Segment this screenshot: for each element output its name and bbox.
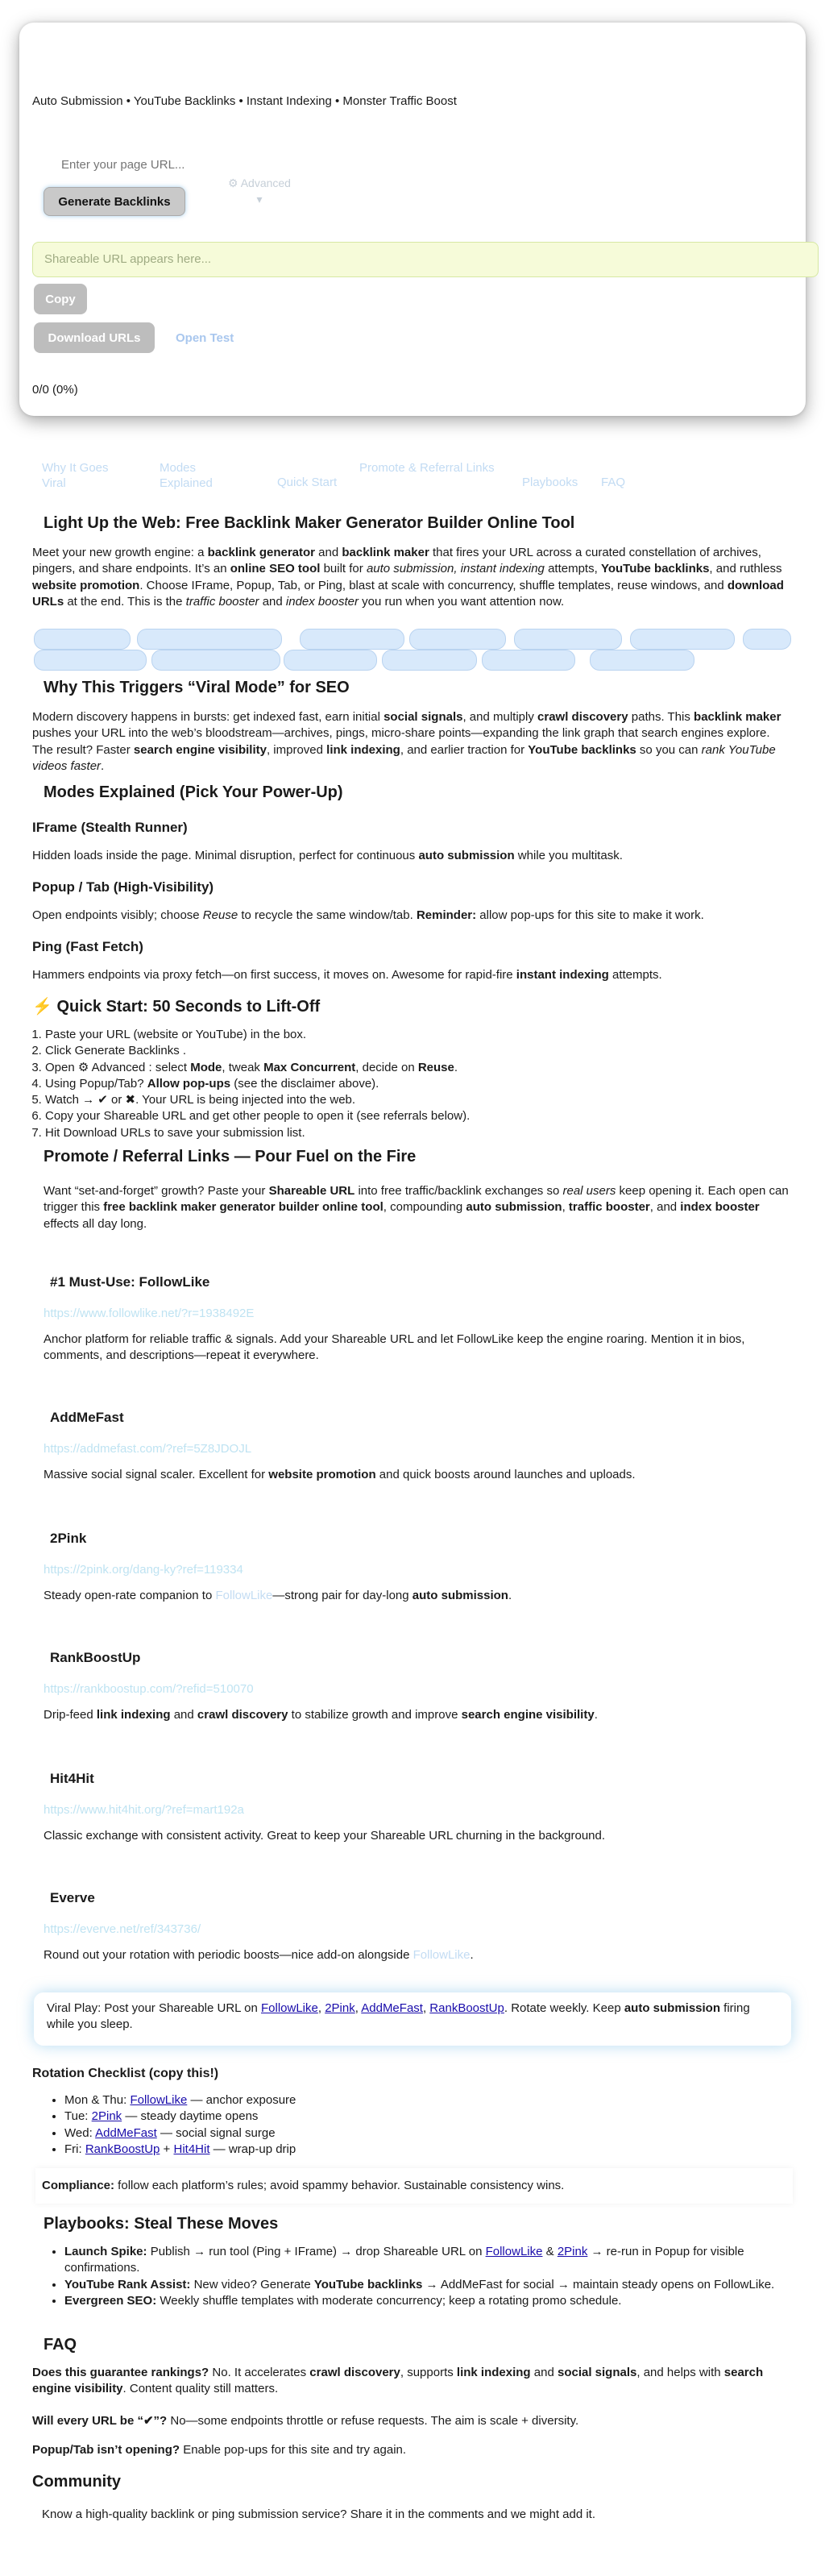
ping-mode-title: Ping (Fast Fetch) [32, 939, 143, 954]
list-item: 6. Copy your Shareable URL and get other people to open it (see referrals below). [45, 1108, 819, 1124]
followlike-link[interactable]: FollowLike [260, 2001, 318, 2015]
nav-modes[interactable]: Modes Explained [160, 461, 213, 490]
nav-promote[interactable]: Promote & Referral Links [359, 461, 495, 475]
list-item: • YouTube Rank Assist: New video? Generate YouTube backlinks → AddMeFast for social → maintain steady opens on FollowLike. [64, 2277, 822, 2293]
rankboostup-link[interactable]: RankBoostUp [429, 2001, 504, 2015]
iframe-mode-title: IFrame (Stealth Runner) [32, 820, 188, 835]
section-nav [0, 461, 825, 493]
partner-link-everve[interactable]: https://everve.net/ref/343736/ [44, 1922, 201, 1936]
followlike-inline-link[interactable]: FollowLike [215, 1589, 273, 1602]
partner-link-addmefast[interactable]: https://addmefast.com/?ref=5Z8JDOJL [44, 1442, 252, 1456]
partner-link-hit4hit[interactable]: https://www.hit4hit.org/?ref=mart192a [44, 1803, 244, 1817]
community-title: Community [32, 2473, 121, 2491]
list-item: • Launch Spike: Publish → run tool (Ping + IFrame) → drop Shareable URL on FollowLike & 2Pink → re-run in Popup for visible confirmations. [64, 2244, 822, 2277]
list-item: 3. Open ⚙ Advanced : select Mode, tweak Max Concurrent, decide on Reuse. [45, 1060, 819, 1076]
list-item: • Evergreen SEO: Weekly shuffle templates with moderate concurrency; keep a rotating promo schedule. [64, 2293, 822, 2309]
promote-title: Promote / Referral Links — Pour Fuel on the Fire [44, 1148, 417, 1165]
list-item: 1. Paste your URL (website or YouTube) in the box. [45, 1027, 819, 1043]
addmefast-link[interactable]: AddMeFast [361, 2001, 423, 2015]
partner-desc-rankboostup: Drip-feed link indexing and crawl discovery to stabilize growth and improve search engine visibility. [44, 1708, 598, 1722]
partner-link-followlike[interactable]: https://www.followlike.net/?r=1938492E [44, 1307, 255, 1320]
partner-desc-addmefast: Massive social signal scaler. Excellent for website promotion and quick boosts around launches and uploads. [44, 1468, 636, 1481]
followlike-link[interactable]: FollowLike [485, 2245, 543, 2258]
shareable-url-output[interactable]: Shareable URL appears here... [32, 242, 819, 277]
rotation-title: Rotation Checklist (copy this!) [32, 2067, 219, 2080]
followlike-link[interactable]: FollowLike [130, 2093, 188, 2107]
rotation-list [32, 2092, 790, 2158]
partner-desc-followlike: Anchor platform for reliable traffic & signals. Add your Shareable URL and let FollowLike keep the engine roaring. Mention it in bios, comments, and descriptions—repeat it everywhere. [44, 1332, 745, 1363]
generate-backlinks-button[interactable]: Generate Backlinks [44, 187, 185, 216]
popup-mode-title: Popup / Tab (High-Visibility) [32, 879, 214, 895]
advanced-label: ⚙ Advanced [228, 177, 291, 189]
list-item: 5. Watch → ✔ or ✖. Your URL is being injected into the web. [45, 1092, 819, 1108]
page-url-input[interactable] [52, 150, 490, 179]
partner-desc-hit4hit: Classic exchange with consistent activity. Great to keep your Shareable URL churning in the background. [44, 1829, 606, 1843]
faq-title: FAQ [44, 2336, 77, 2354]
partner-link-2pink[interactable]: https://2pink.org/dang-ky?ref=119334 [44, 1563, 243, 1577]
faq-item-popup: Popup/Tab isn’t opening? Enable pop-ups for this site and try again. [32, 2443, 407, 2457]
viral-play-callout: Viral Play: Post your Shareable URL on FollowLike, 2Pink, AddMeFast, RankBoostUp. Rotate weekly. Keep auto submission firing while you sleep. [34, 1992, 791, 2046]
ping-mode-desc: Hammers endpoints via proxy fetch—on first success, it moves on. Awesome for rapid-fire instant indexing attempts. [32, 968, 662, 982]
2pink-link[interactable]: 2Pink [325, 2001, 355, 2015]
partner-title-followlike: #1 Must-Use: FollowLike [50, 1274, 210, 1290]
hero-paragraph: Meet your new growth engine: a backlink generator and backlink maker that fires your URL across a curated constellation of archives, pingers, and share endpoints. It’s an online SEO tool built for auto submission, instant indexing attempts, YouTube backlinks, and ruthless website promotion. Choose IFrame, Popup, Tab, or Ping, blast at scale with concurrency, shuffle templates, reuse windows, and download URLs at the end. This is the traffic booster and index booster you run when you want attention now. [32, 546, 784, 609]
followlike-inline-link[interactable]: FollowLike [412, 1948, 471, 1962]
addmefast-link[interactable]: AddMeFast [95, 2125, 157, 2140]
progress-counter: 0/0 (0%) [32, 383, 78, 397]
partner-title-2pink: 2Pink [50, 1531, 87, 1546]
nav-why-viral[interactable]: Why It Goes Viral [42, 461, 109, 490]
playbooks-title: Playbooks: Steal These Moves [44, 2215, 279, 2233]
partner-link-rankboostup[interactable]: https://rankboostup.com/?refid=510070 [44, 1682, 254, 1696]
compliance-note: Compliance: follow each platform’s rules; avoid spammy behavior. Sustainable consistency wins. [35, 2168, 793, 2204]
list-item: • Fri: RankBoostUp + Hit4Hit — wrap-up drip [64, 2142, 790, 2158]
partner-desc-2pink: Steady open-rate companion to FollowLike—strong pair for day-long auto submission. [44, 1589, 512, 1602]
viral-mode-paragraph: Modern discovery happens in bursts: get indexed fast, earn initial social signals, and multiply crawl discovery paths. This backlink maker pushes your URL into the web’s bloodstream—archives, pings, micro-share points—expanding the link graph that search engines explore. The result? Faster search engine visibility, improved link indexing, and earlier traction for YouTube backlinks so you can rank YouTube videos faster. [32, 710, 781, 773]
list-item: 7. Hit Download URLs to save your submission list. [45, 1125, 819, 1141]
template-chip-strip [34, 629, 791, 675]
advanced-toggle[interactable] [211, 176, 308, 207]
partner-desc-everve: Round out your rotation with periodic boosts—nice add-on alongside FollowLike. [44, 1948, 474, 1962]
list-item: • Mon & Thu: FollowLike — anchor exposure [64, 2092, 790, 2109]
copy-button[interactable]: Copy [34, 284, 87, 314]
open-test-link[interactable]: Open Test [176, 331, 234, 345]
list-item: 2. Click Generate Backlinks . [45, 1043, 819, 1059]
tool-tagline: Auto Submission • YouTube Backlinks • Instant Indexing • Monster Traffic Boost [32, 94, 457, 108]
iframe-mode-desc: Hidden loads inside the page. Minimal disruption, perfect for continuous auto submission while you multitask. [32, 849, 623, 862]
2pink-link[interactable]: 2Pink [557, 2245, 588, 2258]
community-text: Know a high-quality backlink or ping submission service? Share it in the comments and we might add it. [42, 2507, 596, 2521]
2pink-link[interactable]: 2Pink [91, 2109, 122, 2124]
faq-item-rankings: Does this guarantee rankings? No. It accelerates crawl discovery, supports link indexing and social signals, and helps with search engine visibility. Content quality still matters. [32, 2366, 764, 2396]
hero-title: Light Up the Web: Free Backlink Maker Generator Builder Online Tool [44, 514, 575, 532]
download-urls-button[interactable]: Download URLs [34, 322, 155, 353]
partner-title-hit4hit: Hit4Hit [50, 1771, 94, 1786]
partner-title-everve: Everve [50, 1890, 95, 1905]
list-item: 4. Using Popup/Tab? Allow pop-ups (see the disclaimer above). [45, 1076, 819, 1092]
partner-title-addmefast: AddMeFast [50, 1410, 124, 1425]
chevron-down-icon: ▾ [256, 192, 263, 206]
rankboostup-link[interactable]: RankBoostUp [85, 2142, 160, 2156]
nav-playbooks[interactable]: Playbooks [522, 476, 578, 489]
list-item: • Tue: 2Pink — steady daytime opens [64, 2109, 790, 2125]
faq-item-every-url: Will every URL be “✔”? No—some endpoints throttle or refuse requests. The aim is scale + diversity. [32, 2414, 579, 2428]
promote-paragraph: Want “set-and-forget” growth? Paste your Shareable URL into free traffic/backlink exchanges so real users keep opening it. Each open can trigger this free backlink maker generator builder online tool, compounding auto submission, traffic booster, and index booster effects all day long. [44, 1184, 789, 1231]
list-item: • Wed: AddMeFast — social signal surge [64, 2125, 790, 2142]
quick-start-steps [13, 1027, 819, 1141]
nav-faq[interactable]: FAQ [601, 476, 626, 489]
partner-title-rankboostup: RankBoostUp [50, 1650, 141, 1665]
modes-title: Modes Explained (Pick Your Power-Up) [44, 783, 343, 801]
playbooks-list [32, 2244, 822, 2309]
backlink-tool-card [19, 23, 806, 416]
viral-mode-title: Why This Triggers “Viral Mode” for SEO [44, 679, 350, 696]
hit4hit-link[interactable]: Hit4Hit [173, 2142, 210, 2156]
popup-mode-desc: Open endpoints visibly; choose Reuse to recycle the same window/tab. Reminder: allow pop-ups for this site to make it work. [32, 908, 704, 922]
quick-start-title: ⚡ Quick Start: 50 Seconds to Lift-Off [32, 998, 321, 1016]
nav-quick-start[interactable]: Quick Start [277, 476, 338, 489]
